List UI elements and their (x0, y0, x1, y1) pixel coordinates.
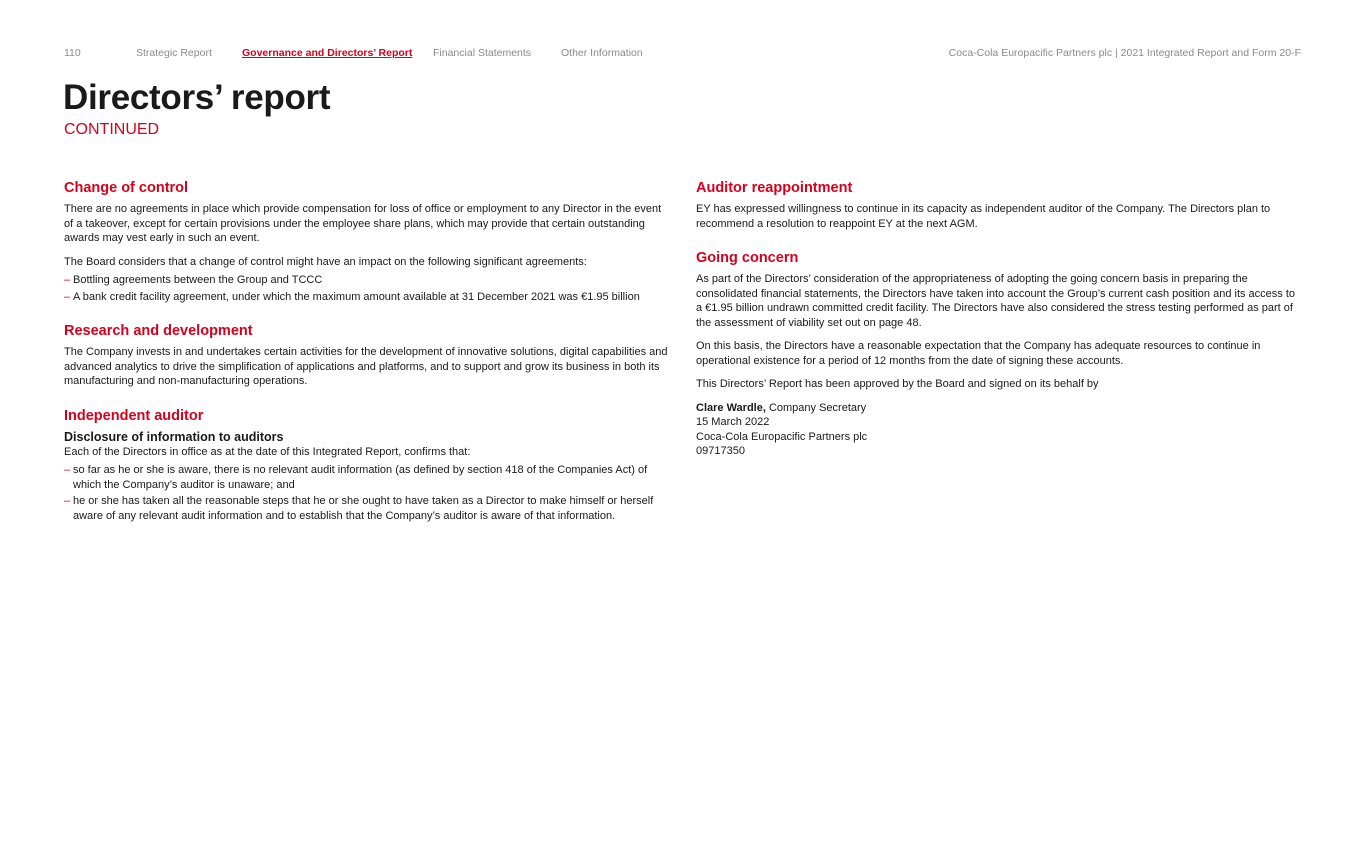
change-of-control-paragraph-1: There are no agreements in place which provide compensation for loss of office or employment to any Director in the event of a takeover, except for certain provisions under the employee share plans, which may provide that certain outstanding awards may vest early in such an event. (64, 203, 662, 244)
going-concern-paragraph-3: This Directors’ Report has been approved by the Board and signed on its behalf by (696, 378, 1099, 390)
research-paragraph: The Company invests in and undertakes certain activities for the development of innovative solutions, digital capabilities and advanced analytics to drive the simplification of applications and platforms, and to support and grow its business in both its manufacturing and non-manufacturing operations. (64, 346, 668, 387)
nav-link-financial-statements[interactable]: Financial Statements (433, 47, 532, 59)
nav-link-strategic-report[interactable]: Strategic Report (136, 47, 212, 59)
signatory-name: Clare Wardle, (696, 401, 766, 414)
change-of-control-heading: Change of control (64, 180, 189, 196)
research-section (64, 322, 669, 389)
going-concern-section (696, 249, 1301, 459)
page-subtitle: CONTINUED (64, 121, 160, 138)
signatory-role: Company Secretary (765, 401, 867, 414)
independent-auditor-section (64, 407, 669, 524)
company-number: 09717350 (696, 445, 745, 457)
list-item: – he or she has taken all the reasonable steps that he or she ought to have taken as a Director to make himself or herself aware of any relevant audit information and to establish that the Company’s auditor is aware of that information. (64, 494, 669, 523)
going-concern-paragraph-1: As part of the Directors’ consideration of the appropriateness of adopting the going concern basis in preparing the consolidated financial statements, the Directors have taken into account the Group’s current cash position and its access to a €1.95 billion undrawn committed credit facility. The Directors have also considered the stress testing performed as part of the assessment of viability set out on page 48. (696, 273, 1296, 329)
independent-auditor-heading: Independent auditor (64, 407, 204, 424)
signoff-company: Coca-Cola Europacific Partners plc (696, 430, 868, 443)
agreements-list (64, 273, 669, 304)
list-item: – Bottling agreements between the Group and TCCC (64, 273, 669, 288)
signoff-block (696, 401, 1301, 459)
going-concern-heading: Going concern (696, 250, 799, 266)
list-item: – A bank credit facility agreement, under which the maximum amount available at 31 December 2021 was €1.95 billion (64, 290, 669, 305)
nav-link-governance[interactable]: Governance and Directors’ Report (242, 47, 413, 59)
auditor-reappointment-paragraph: EY has expressed willingness to continue in its capacity as independent auditor of the Company. The Directors plan to recommend a resolution to reappoint EY at the next AGM. (696, 203, 1271, 230)
nav-link-other-information[interactable]: Other Information (561, 47, 643, 59)
page-title: Directors’ report (63, 78, 331, 117)
auditor-confirmations-list (64, 463, 669, 523)
signoff-date: 15 March 2022 (696, 416, 770, 428)
auditor-reappointment-section (696, 179, 1301, 231)
signatory-line (696, 401, 1301, 416)
disclosure-subheading: Disclosure of information to auditors (64, 429, 284, 444)
auditor-reappointment-heading: Auditor reappointment (696, 180, 853, 196)
document-title: Coca-Cola Europacific Partners plc | 2021 Integrated Report and Form 20-F (948, 47, 1301, 59)
right-column (696, 179, 1301, 477)
change-of-control-section (64, 179, 669, 304)
change-of-control-paragraph-2: The Board considers that a change of control might have an impact on the following significant agreements: (64, 255, 587, 268)
list-item: – so far as he or she is aware, there is no relevant audit information (as defined by section 418 of the Companies Act) of which the Company’s auditor is unaware; and (64, 463, 669, 492)
left-column (64, 179, 669, 541)
going-concern-paragraph-2: On this basis, the Directors have a reasonable expectation that the Company has adequate resources to continue in operational existence for a period of 12 months from the date of signing these accounts. (696, 340, 1261, 367)
page-number: 110 (64, 47, 81, 59)
research-heading: Research and development (64, 323, 253, 339)
independent-auditor-paragraph: Each of the Directors in office as at the date of this Integrated Report, confirms that: (64, 445, 471, 458)
top-navigation (64, 47, 1301, 63)
